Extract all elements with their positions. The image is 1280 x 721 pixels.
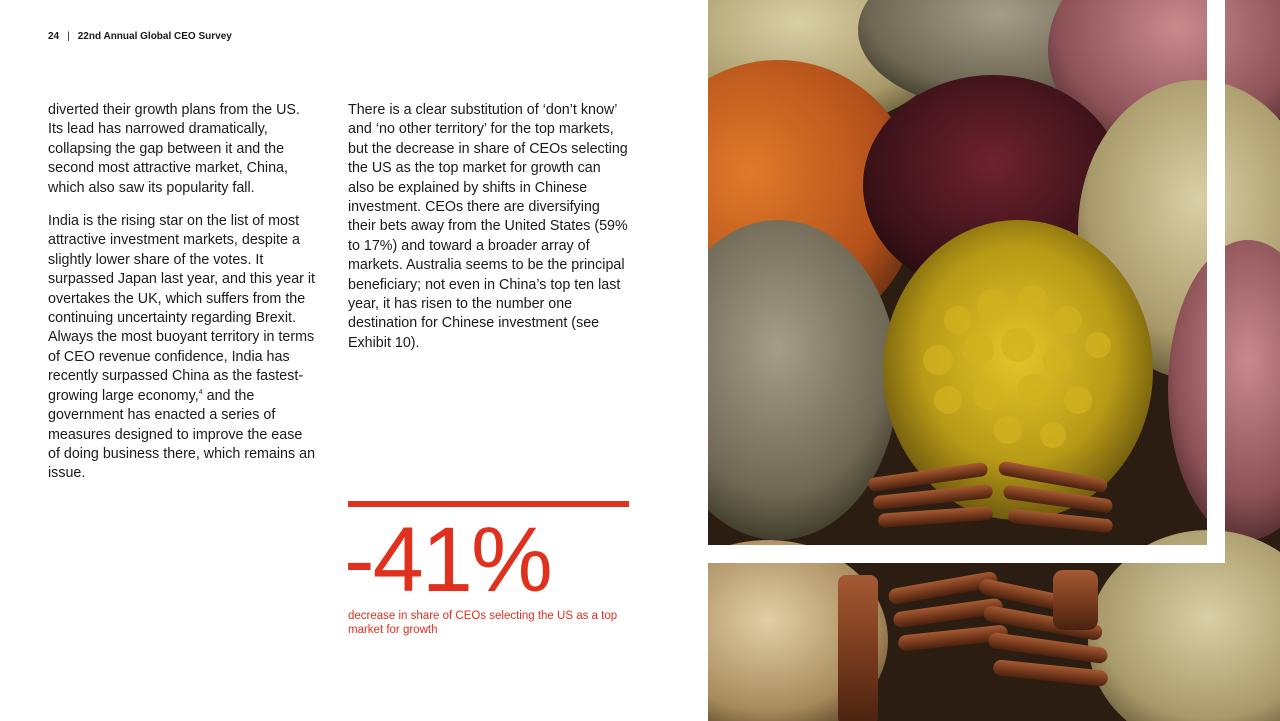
photo-frame-horizontal [708,545,1225,563]
right-text-column [348,101,630,367]
left-paragraph-1: diverted their growth plans from the US. Its lead has narrowed dramatically, collapsing the gap between it and the second most attractive market, China, which also saw its popularity fall. [48,102,300,196]
callout-rule [348,501,629,507]
footnote-reference[interactable]: 4 [198,388,203,396]
photo-frame-vertical [1207,0,1225,563]
callout-caption: decrease in share of CEOs selecting the US as a top market for growth [348,610,618,636]
left-paragraph-2-start: India is the rising star on the list of most attractive investment markets, despite a slightly lower share of the votes. It surpassed Japan last year, and this year it overtakes the UK, which suffers from the continuing uncertainty regarding Brexit. Always the most buoyant territory in terms of CEO revenue confidence, India has recently surpassed China as the fastest-growing large economy, [48,213,316,404]
page-header [48,31,232,42]
left-paragraph-2 [48,212,316,484]
publication-title: 22nd Annual Global CEO Survey [77,31,232,42]
left-paragraph-2-end: and the government has enacted a series of measures designed to improve the ease of doing business there, which remains an issue. [48,387,316,482]
left-text-column [48,101,316,498]
page-number: 24 [48,31,60,42]
photo-illustration [708,0,1280,721]
header-separator: | [67,31,70,42]
callout-value: -41% [344,509,551,611]
right-paragraph-1: There is a clear substitution of ‘don’t know’ and ‘no other territory’ for the top markets, but the decrease in share of CEOs selecting the US as the top market for growth can also be explained by shifts in Chinese investment. CEOs there are diversifying their bets away from the United States (59% to 17%) and toward a broader array of markets. Australia seems to be the principal beneficiary; not even in China’s top ten last year, it has risen to the number one destination for Chinese investment (see Exhibit 10). [348,102,628,351]
spice-market-photo [708,0,1280,721]
